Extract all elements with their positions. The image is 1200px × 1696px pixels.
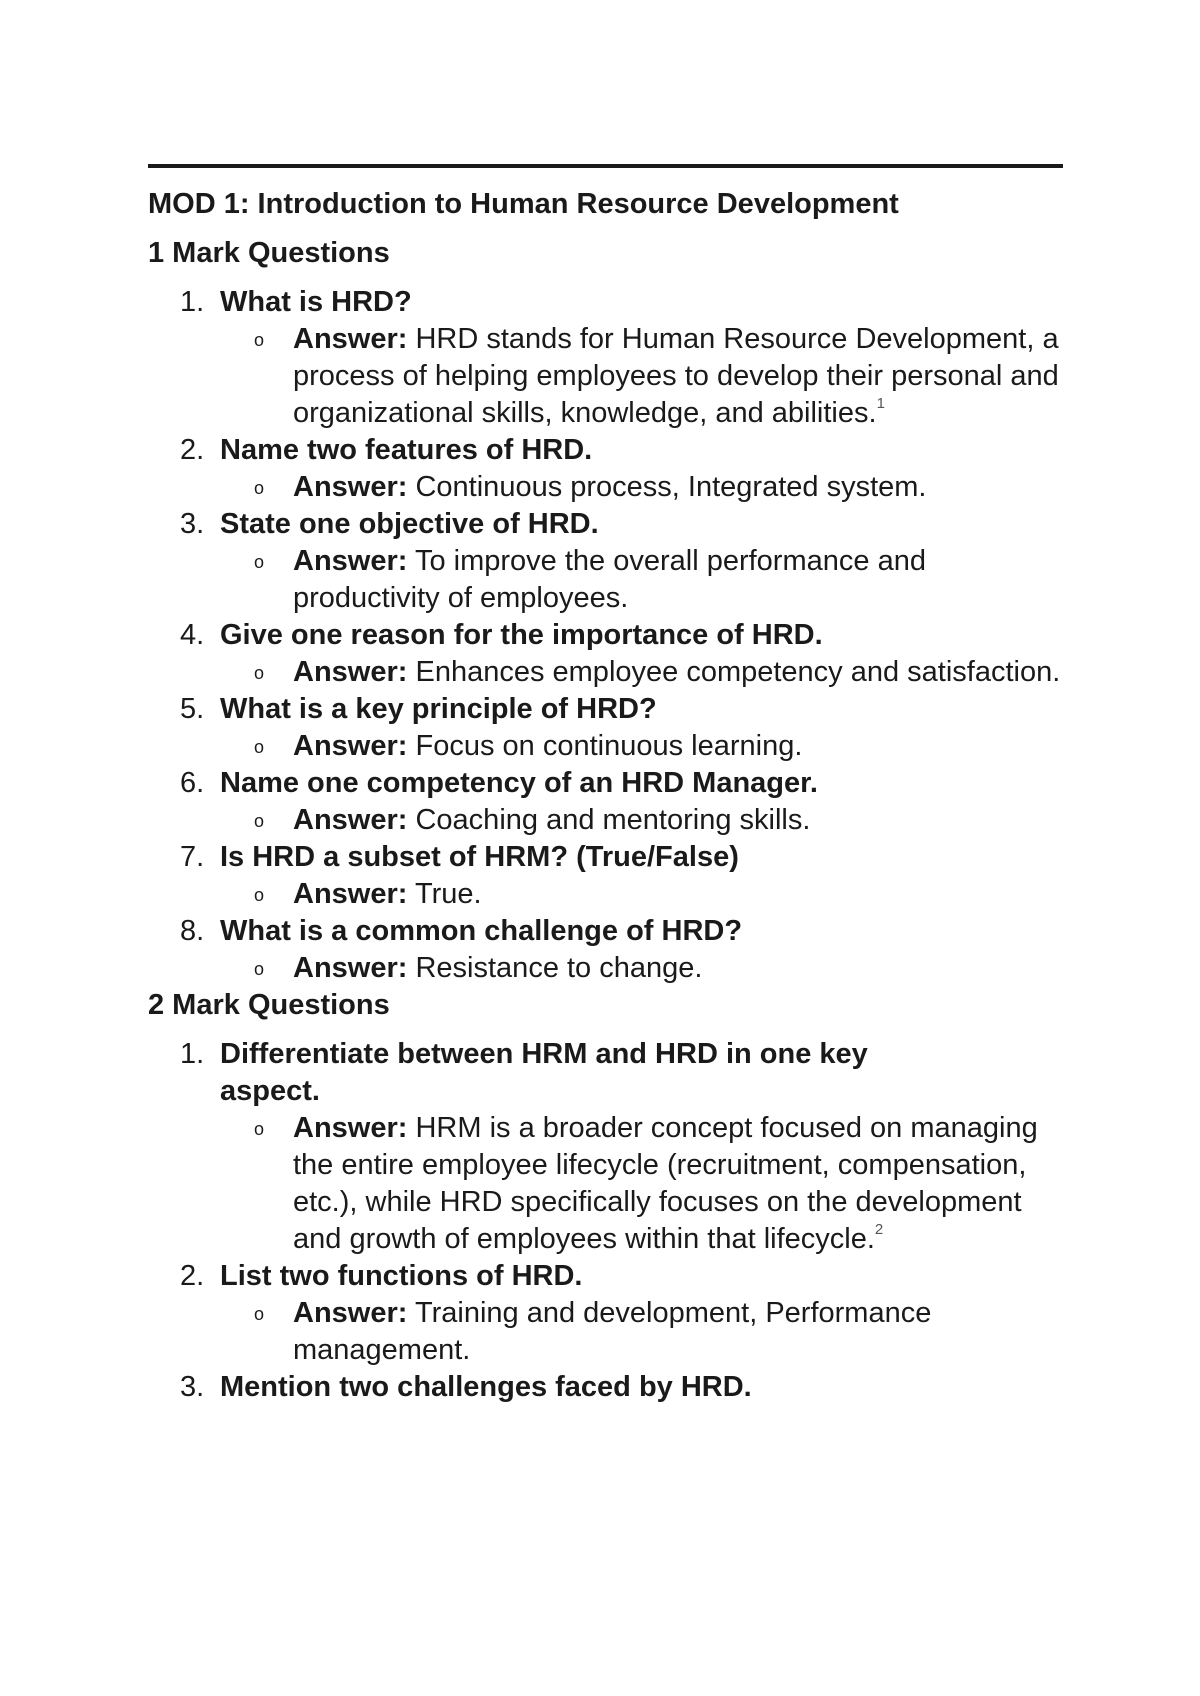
list-item — [148, 1036, 1063, 1258]
question-text: Differentiate between HRM and HRD in one key aspect. — [220, 1038, 868, 1107]
question-number: 3. — [180, 1371, 205, 1403]
footnote-marker[interactable]: 1 — [876, 395, 885, 412]
circle-bullet-icon: o — [254, 811, 265, 831]
answer-label: Answer: — [293, 545, 408, 577]
answer-text: True. — [414, 878, 482, 910]
answer-label: Answer: — [293, 1297, 408, 1329]
list-item — [148, 839, 1063, 913]
circle-bullet-icon: o — [254, 330, 265, 350]
question-text: Is HRD a subset of HRM? (True/False) — [220, 841, 739, 873]
answer-label: Answer: — [293, 952, 408, 984]
list-item — [148, 284, 1063, 432]
question-number: 3. — [180, 508, 205, 540]
answer-block — [220, 802, 1063, 839]
answer-text: Resistance to change. — [415, 952, 703, 984]
question-number: 2. — [180, 434, 205, 466]
answer-text: HRD stands for Human Resource Development, a process of helping employees to develop their personal and organizational skills, knowledge, and abilities. — [293, 323, 1059, 429]
circle-bullet-icon: o — [254, 885, 265, 905]
footnote-marker[interactable]: 2 — [874, 1221, 884, 1238]
answer-text: Continuous process, Integrated system. — [415, 471, 927, 503]
answer-block — [220, 543, 1063, 617]
question-text: Give one reason for the importance of HRD. — [220, 619, 823, 651]
list-item — [148, 913, 1063, 987]
list-item — [148, 506, 1063, 617]
list-item — [148, 432, 1063, 506]
section-heading-1-mark: 1 Mark Questions — [148, 237, 390, 269]
list-item — [148, 765, 1063, 839]
question-text: What is a key principle of HRD? — [220, 693, 657, 725]
question-text: What is a common challenge of HRD? — [220, 915, 743, 947]
question-text: What is HRD? — [220, 286, 412, 318]
question-list-1-mark — [148, 284, 1063, 987]
list-item — [148, 1258, 1063, 1369]
answer-text: Training and development, Performance management. — [293, 1297, 932, 1366]
question-number: 4. — [180, 619, 205, 651]
question-number: 1. — [180, 1038, 205, 1070]
question-text: State one objective of HRD. — [220, 508, 599, 540]
answer-block — [220, 469, 1063, 506]
answer-text: Focus on continuous learning. — [415, 730, 803, 762]
question-list-2-mark — [148, 1036, 1063, 1406]
circle-bullet-icon: o — [254, 552, 265, 572]
question-number: 2. — [180, 1260, 205, 1292]
answer-label: Answer: — [293, 804, 408, 836]
answer-label: Answer: — [293, 878, 408, 910]
circle-bullet-icon: o — [254, 737, 265, 757]
answer-label: Answer: — [293, 323, 408, 355]
list-item — [148, 617, 1063, 691]
circle-bullet-icon: o — [254, 1119, 265, 1139]
question-number: 1. — [180, 286, 205, 318]
answer-block — [220, 1295, 1063, 1369]
question-number: 6. — [180, 767, 205, 799]
answer-text: To improve the overall performance and productivity of employees. — [293, 545, 926, 614]
circle-bullet-icon: o — [254, 663, 265, 683]
question-text: Name one competency of an HRD Manager. — [220, 767, 818, 799]
answer-label: Answer: — [293, 1112, 408, 1144]
list-item — [148, 691, 1063, 765]
section-heading-2-mark: 2 Mark Questions — [148, 989, 390, 1021]
document-page — [148, 164, 1063, 1406]
question-number: 7. — [180, 841, 205, 873]
answer-block — [220, 728, 1063, 765]
answer-block — [220, 950, 1063, 987]
answer-block — [220, 654, 1063, 691]
answer-label: Answer: — [293, 656, 408, 688]
answer-text: Enhances employee competency and satisfaction. — [415, 656, 1061, 688]
circle-bullet-icon: o — [254, 959, 265, 979]
answer-text: Coaching and mentoring skills. — [415, 804, 811, 836]
answer-label: Answer: — [293, 471, 408, 503]
answer-block — [220, 876, 1063, 913]
circle-bullet-icon: o — [254, 1304, 265, 1324]
answer-block — [220, 1110, 1063, 1258]
answer-text: HRM is a broader concept focused on managing the entire employee lifecycle (recruitment, compensation, etc.), while HRD specifically focuses on the development and growth of employees within that lifecycle. — [293, 1112, 1038, 1255]
list-item — [148, 1369, 1063, 1406]
answer-block — [220, 321, 1063, 432]
question-text: Mention two challenges faced by HRD. — [220, 1371, 752, 1403]
question-number: 5. — [180, 693, 205, 725]
question-text: Name two features of HRD. — [220, 434, 593, 466]
page-title: MOD 1: Introduction to Human Resource Development — [148, 188, 899, 220]
answer-label: Answer: — [293, 730, 408, 762]
circle-bullet-icon: o — [254, 478, 265, 498]
top-horizontal-rule — [148, 164, 1063, 168]
question-number: 8. — [180, 915, 205, 947]
question-text: List two functions of HRD. — [220, 1260, 583, 1292]
